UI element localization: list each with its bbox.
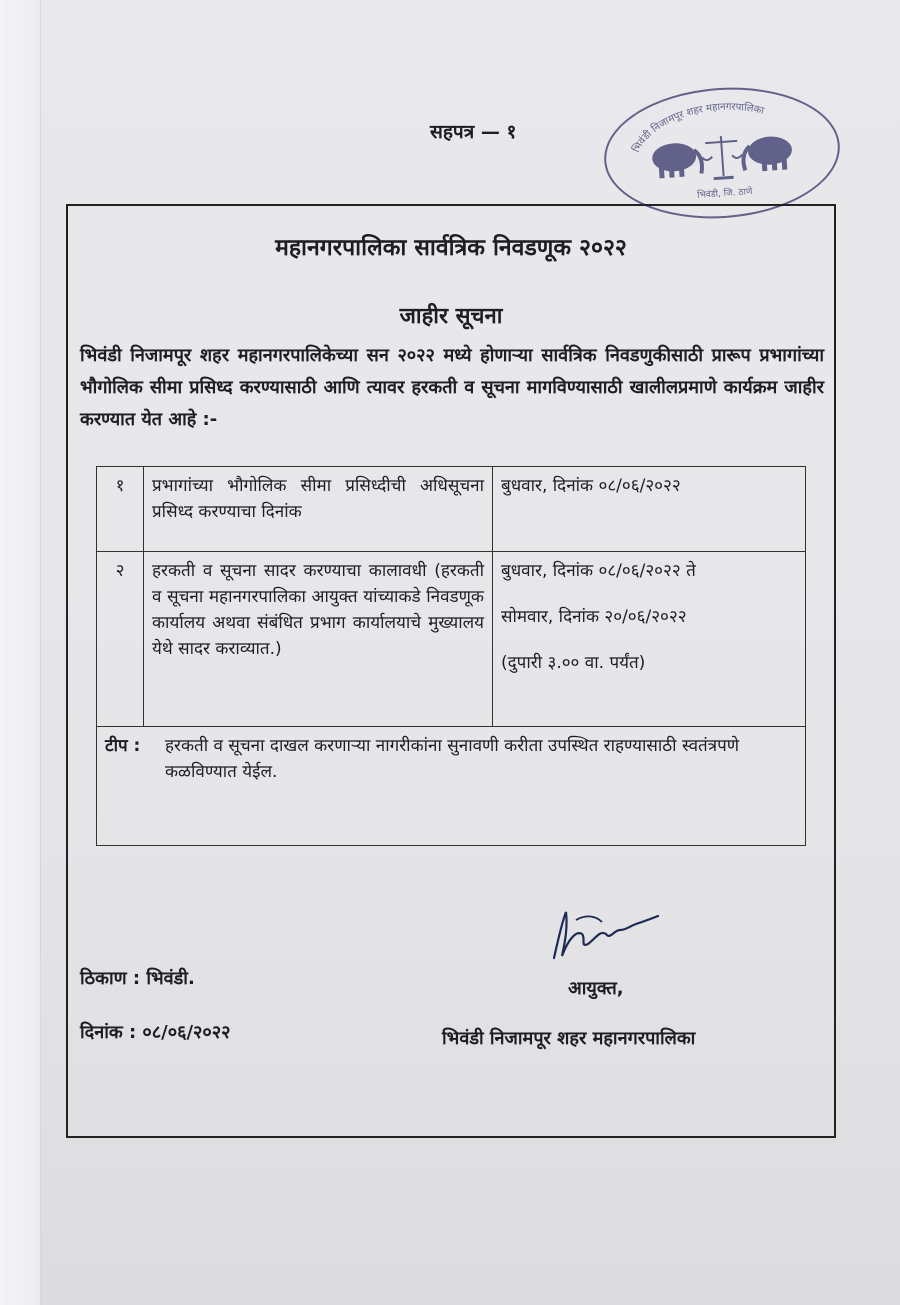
row-number: १ bbox=[97, 467, 144, 552]
notice-title: महानगरपालिका सार्वत्रिक निवडणूक २०२२ bbox=[275, 235, 627, 261]
issue-date: दिनांक : ०८/०६/२०२२ bbox=[80, 1022, 231, 1043]
table-row bbox=[97, 552, 806, 727]
row-number: २ bbox=[97, 552, 144, 727]
table-row bbox=[97, 467, 806, 552]
date-line: बुधवार, दिनांक ०८/०६/२०२२ ते bbox=[501, 561, 696, 581]
note-text: हरकती व सूचना दाखल करणाऱ्या नागरीकांना सुनावणी करीता उपस्थित राहण्यासाठी स्वतंत्रपणे कळविण्यात येईल. bbox=[165, 736, 740, 782]
notice-intro: भिवंडी निजामपूर शहर महानगरपालिकेच्या सन २०२२ मध्ये होणाऱ्या सार्वत्रिक निवडणुकीसाठी प्रारूप प्रभागांच्या भौगोलिक सीमा प्रसिध्द करण्यासाठी आणि त्यावर हरकती व सूचना मागविण्यासाठी खालीलप्रमाणे कार्यक्रम जाहीर करण्यात येत आहे :- bbox=[80, 345, 824, 430]
signatory-designation: आयुक्त, bbox=[568, 978, 624, 999]
row-date bbox=[493, 552, 806, 727]
date-line: सोमवार, दिनांक २०/०६/२०२२ bbox=[501, 607, 687, 627]
row-description: हरकती व सूचना सादर करण्याचा कालावधी (हरकती व सूचना महानगरपालिका आयुक्त यांच्याकडे निवडणूक कार्यालय अथवा संबंधित प्रभाग कार्यालयाचे मुख्यालय येथे सादर कराव्यात.) bbox=[144, 552, 493, 727]
annex-label: सहपत्र — १ bbox=[430, 121, 517, 143]
organization-name: भिवंडी निजामपूर शहर महानगरपालिका bbox=[442, 1028, 696, 1049]
page-edge bbox=[0, 0, 41, 1305]
signature-icon bbox=[546, 900, 666, 970]
seal-emblem-icon bbox=[602, 82, 842, 224]
note-row bbox=[97, 727, 806, 846]
notice-frame bbox=[66, 204, 836, 1138]
row-description: प्रभागांच्या भौगोलिक सीमा प्रसिध्दीची अधिसूचना प्रसिध्द करण्याचा दिनांक bbox=[144, 467, 493, 552]
seal-ring-text: भिवंडी निजामपूर शहर महानगरपालिका bbox=[631, 101, 765, 155]
seal-bottom-text: भिवंडी, जि. ठाणे bbox=[696, 186, 753, 201]
date-line: (दुपारी ३.०० वा. पर्यंत) bbox=[501, 653, 646, 673]
date-line: बुधवार, दिनांक ०८/०६/२०२२ bbox=[501, 476, 681, 496]
note-cell bbox=[97, 727, 806, 846]
note-label: टीप : bbox=[105, 736, 141, 756]
schedule-table bbox=[96, 466, 806, 846]
row-date bbox=[493, 467, 806, 552]
notice-subtitle: जाहीर सूचना bbox=[399, 304, 503, 329]
place: ठिकाण : भिवंडी. bbox=[80, 968, 195, 989]
